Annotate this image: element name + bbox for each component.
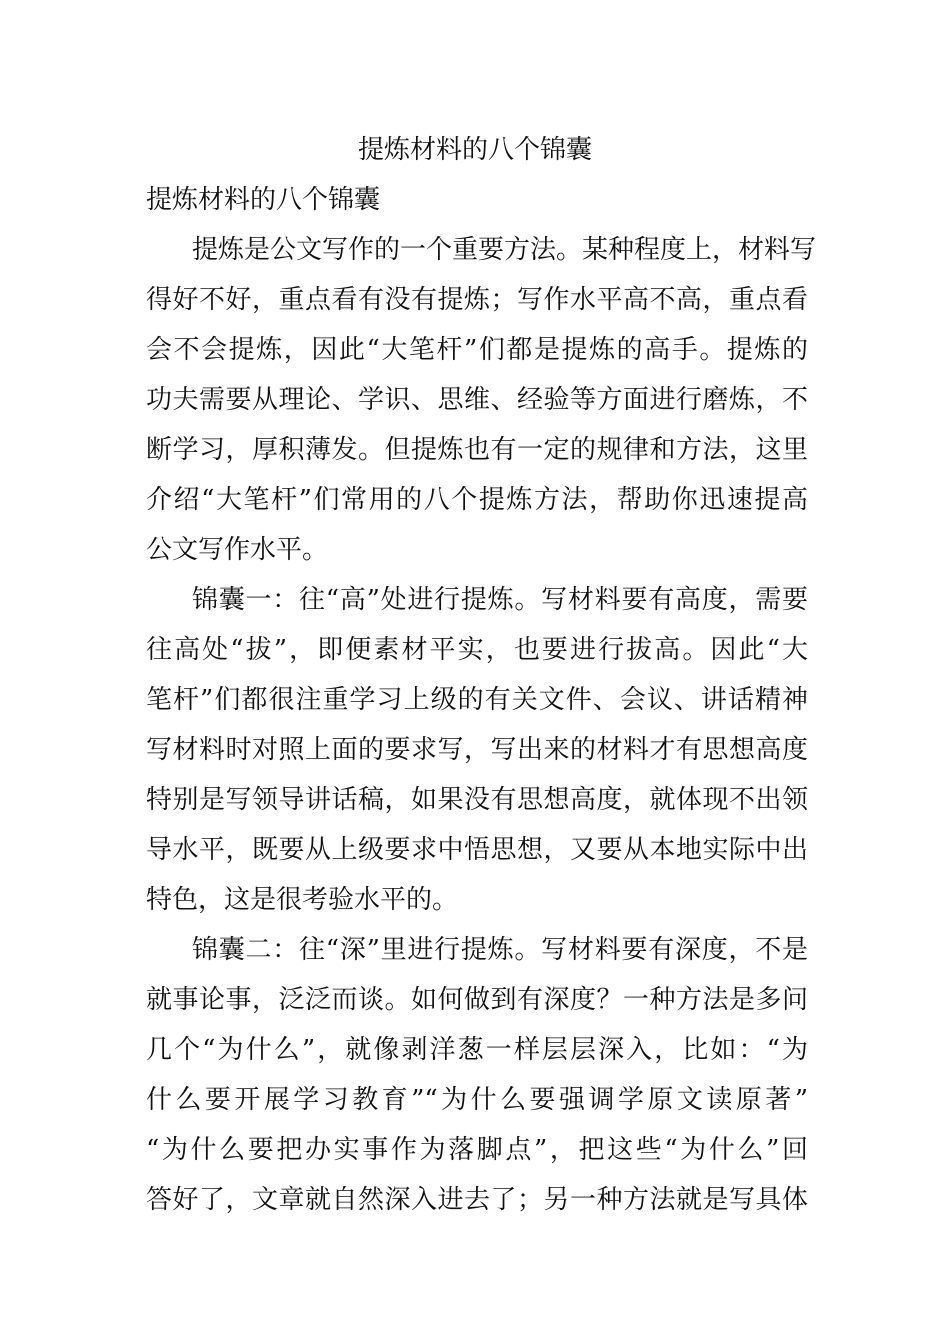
paragraph-line: “为什么要把办实事作为落脚点”，把这些“为什么”回 [146, 1135, 808, 1165]
document-subtitle: 提炼材料的八个锦囊 [146, 185, 381, 215]
paragraph-line: 介绍“大笔杆”们常用的八个提炼方法，帮助你迅速提高 [146, 485, 808, 515]
paragraph-line: 几个“为什么”，就像剥洋葱一样层层深入，比如：“为 [146, 1035, 808, 1065]
document-title: 提炼材料的八个锦囊 [357, 135, 592, 165]
paragraph-line: 答好了，文章就自然深入进去了；另一种方法就是写具体 [146, 1185, 808, 1215]
paragraph-line: 特别是写领导讲话稿，如果没有思想高度，就体现不出领 [146, 785, 808, 815]
paragraph-line: 公文写作水平。 [146, 535, 329, 565]
paragraph-line: 功夫需要从理论、学识、思维、经验等方面进行磨炼，不 [146, 385, 808, 415]
paragraph-line: 断学习，厚积薄发。但提炼也有一定的规律和方法，这里 [146, 435, 808, 465]
paragraph-line: 得好不好，重点看有没有提炼；写作水平高不高，重点看 [146, 285, 808, 315]
paragraph-line: 导水平，既要从上级要求中悟思想，又要从本地实际中出 [146, 835, 808, 865]
paragraph-line: 锦囊一：往“高”处进行提炼。写材料要有高度，需要 [192, 585, 808, 615]
paragraph-line: 会不会提炼，因此“大笔杆”们都是提炼的高手。提炼的 [146, 335, 808, 365]
paragraph-line: 笔杆”们都很注重学习上级的有关文件、会议、讲话精神 [146, 685, 808, 715]
paragraph-line: 往高处“拔”，即便素材平实，也要进行拔高。因此“大 [146, 635, 808, 665]
paragraph-line: 什么要开展学习教育”“为什么要强调学原文读原著” [146, 1085, 808, 1115]
paragraph-line: 锦囊二：往“深”里进行提炼。写材料要有深度，不是 [192, 935, 808, 965]
paragraph-line: 写材料时对照上面的要求写，写出来的材料才有思想高度 [146, 735, 808, 765]
paragraph-line: 就事论事，泛泛而谈。如何做到有深度？一种方法是多问 [146, 985, 808, 1015]
paragraph-line: 特色，这是很考验水平的。 [146, 885, 459, 915]
paragraph-line: 提炼是公文写作的一个重要方法。某种程度上，材料写 [192, 235, 817, 265]
